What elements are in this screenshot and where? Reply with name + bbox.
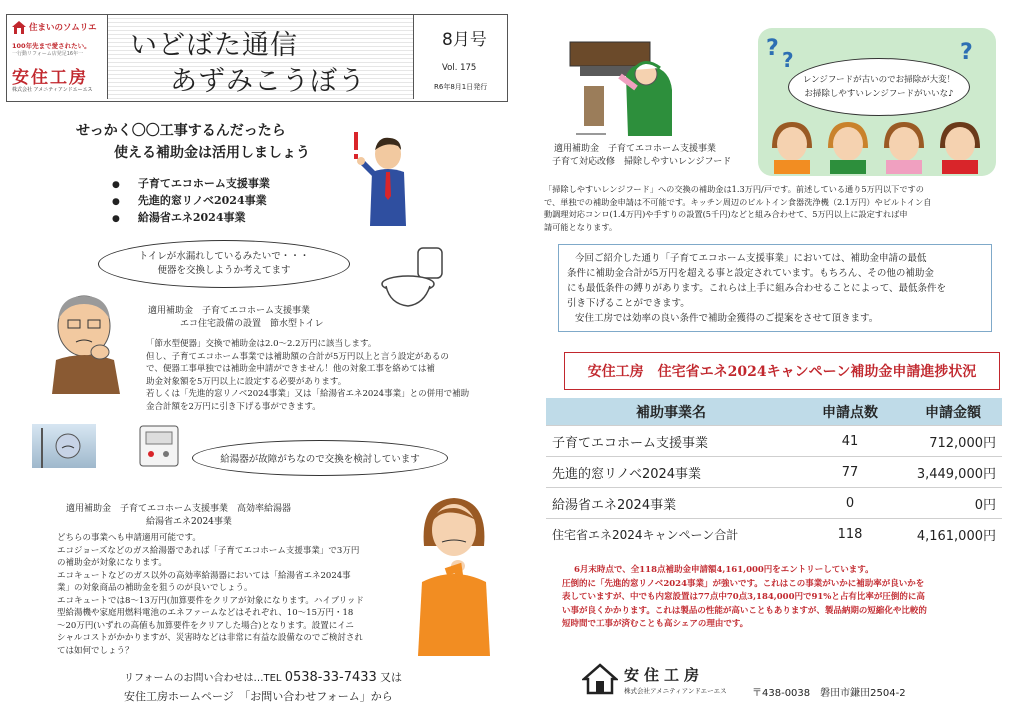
col-header-amount: 申請金額 [904, 398, 1002, 426]
progress-table [546, 398, 1002, 549]
program-list [112, 176, 270, 227]
toilet-bubble-line1: トイレが水漏れしているみたいで・・・ [138, 251, 310, 262]
body-line: エコキュートなどのガス以外の高効率給湯器においては「給湯省エネ2024事 [57, 570, 351, 581]
toilet-illustration [378, 246, 448, 308]
feature-heading-1: せっかく〇〇工事するんだったら [76, 123, 286, 139]
body-line: 金合計額を2万円に引き下げる事ができます。 [146, 401, 321, 412]
body-line: ては如何でしょう？ [57, 645, 134, 656]
brand-sub: 100年先まで愛されたい。 [12, 42, 91, 50]
issue-date: R6年8月1日発行 [434, 83, 488, 91]
footer-address: 〒438-0038 磐田市鎌田2504-2 [752, 688, 906, 699]
thinking-woman-illustration [404, 486, 504, 656]
heater-bubble-text: 給湯器が故障がちなので交換を検討しています [220, 454, 420, 465]
table-header-row [546, 398, 1002, 426]
contact-suffix: 又は [379, 671, 402, 684]
body-line: 請可能となります。 [544, 221, 618, 232]
note-line: 表していますが、中でも内窓設置は77点中70点3,184,000円で91%と占有比率が圧倒的に高 [562, 592, 925, 602]
cell-count: 118 [796, 519, 904, 550]
toilet-thought-bubble [98, 240, 350, 288]
toilet-label-1: 適用補助金 子育てエコホーム支援事業 [148, 306, 311, 316]
rangehood-conversation-panel [758, 28, 996, 176]
brand-sub2: 一行動リフォーム店発足16年一 [12, 51, 84, 57]
phone-number[interactable]: 0538-33-7433 [284, 670, 377, 685]
summary-note-box [558, 244, 992, 332]
col-header-program: 補助事業名 [546, 398, 796, 426]
house-logo-icon [12, 21, 26, 34]
program-item: ● 先進的窓リノベ2024事業 [112, 193, 270, 210]
cleaning-woman-illustration [566, 30, 686, 136]
rangehood-label-2: 子育て対応改修 掃除しやすいレンジフード [552, 157, 732, 167]
water-heater-illustration [136, 424, 182, 468]
body-line: 助金対象額を5万円以上に設定する必要があります。 [146, 376, 347, 387]
program-item: ● 給湯省エネ2024事業 [112, 210, 270, 227]
cell-amount: 3,449,000円 [904, 457, 1002, 488]
question-mark-icon: ? [782, 48, 794, 72]
rangehood-thought-bubble [788, 58, 970, 116]
body-line: 但し、子育てエコホーム事業では補助額の合計が5万円以上と言う設定があるの [146, 351, 449, 362]
issue-vol: Vol. 175 [442, 63, 477, 73]
body-line: の補助金が対象になります。 [57, 558, 167, 568]
masthead [6, 14, 508, 102]
body-line: で、便器工事単独では補助金申請ができません！他の対象工事を絡めては補 [146, 364, 435, 374]
heater-label-2: 給湯省エネ2024事業 [146, 517, 232, 527]
note-line: 安住工房では効率の良い条件で補助金獲得のご提案をさせて頂きます。 [575, 313, 879, 324]
body-line: 業」の対象商品の補助金を狙うのが良いでしょう。 [57, 583, 253, 593]
footer-company: 株式会社アメニティアンドエーエス [624, 687, 727, 695]
house-logo-icon [582, 663, 618, 695]
rangehood-label-1: 適用補助金 子育てエコホーム支援事業 [554, 144, 717, 154]
toilet-body [146, 338, 506, 413]
footer-brand: 安住工房 [624, 666, 705, 684]
progress-title: 安住工房 住宅省エネ2024キャンペーン補助金申請進捗状況 [564, 352, 1000, 390]
women-group-illustration [766, 118, 992, 174]
body-line: 型給湯機や家庭用燃料電池のエネファームなどはそれぞれ、10～15万円・18 [57, 608, 354, 618]
note-line: 6月末時点で、全118点補助金申請額4,161,000円をエントリーしています。 [574, 565, 874, 575]
body-line: どちらの事業へも申請適用可能です。 [57, 533, 201, 543]
body-line: 「節水型便器」交換で補助金は2.0～2.2万円に該当します。 [146, 339, 377, 349]
table-row-total [546, 519, 1002, 550]
toilet-bubble-line2: 便器を交換しようか考えてます [157, 265, 291, 276]
body-line: で、単独での補助金申請は不可能です。キッチン周辺のビルトイン食器洗浄機（2.1万円）やビルトイン自 [544, 196, 932, 207]
contact-line [124, 669, 402, 685]
note-line: 圧倒的に「先進的窓リノベ2024事業」が強いです。これはこの事業がいかに補助率が良いかを [562, 578, 925, 589]
homepage-contact[interactable]: 安住工房ホームページ 「お問い合わせフォーム」から [124, 690, 393, 703]
rangehood-bubble-line2: お掃除しやすいレンジフードがいいな♪ [804, 89, 954, 99]
shivering-person-icon [32, 424, 96, 468]
cell-program: 子育てエコホーム支援事業 [546, 426, 796, 457]
brand-company: 株式会社 アメニティアンドエーエス [12, 87, 93, 93]
contact-prefix: リフォームのお問い合わせは…TEL [124, 673, 282, 684]
worried-man-illustration [44, 290, 136, 396]
body-line: エコジョーズなどのガス給湯器であれば「子育てエコホーム支援事業」で3万円 [57, 545, 360, 556]
cell-program: 先進的窓リノベ2024事業 [546, 457, 796, 488]
rangehood-bubble-line1: レンジフードが古いのでお掃除が大変！ [802, 75, 956, 85]
cell-amount: 712,000円 [904, 426, 1002, 457]
rangehood-body [544, 183, 1004, 233]
note-line: 短時間で工事が済むことも高シェアの理由です。 [562, 619, 749, 629]
cell-program: 給湯省エネ2024事業 [546, 488, 796, 519]
body-line: 動調理対応コンロ(1.4万円)や手すりの設置(5千円)などと組み合わせて、5万円以上に設定すれば申 [544, 209, 908, 219]
heater-program-label [66, 503, 291, 529]
title-line1: いどばた通信 [130, 30, 298, 61]
body-line: ～20万円(いずれの高値も加算要件をクリアした場合)となります。設置にイニ [57, 620, 354, 631]
brand-name: 安住工房 [12, 68, 88, 88]
cell-amount: 4,161,000円 [904, 519, 1002, 550]
body-line: シャルコストがかかりますが、災害時などは非常に有益な設備なのでご検討され [57, 633, 363, 643]
title-line2: あずみこうぼう [170, 66, 366, 97]
progress-note [562, 564, 1002, 632]
note-line: 今回ご紹介した通り「子育てエコホーム支援事業」においては、補助金申請の最低 [575, 253, 927, 264]
question-mark-icon: ? [960, 40, 973, 65]
note-line: 条件に補助金合計が5万円を超える事と設定されています。もちろん、その他の補助金 [567, 268, 934, 279]
table-row [546, 488, 1002, 519]
heater-label-1: 適用補助金 子育てエコホーム支援事業 高効率給湯器 [66, 504, 292, 514]
note-line: い事が良くかかります。これは製品の性能が高いこともありますが、製品納期の短縮化や比較的 [562, 605, 927, 616]
toilet-program-label [148, 305, 324, 331]
issue-box [414, 15, 506, 99]
body-line: 「掃除しやすいレンジフード」への交換の補助金は1.3万円/戸です。前述している通り5万円以下ですの [544, 184, 924, 194]
toilet-label-2: エコ住宅設備の設置 節水型トイレ [180, 319, 324, 329]
body-line: エコキュートでは8～13万円(加算要件をクリアが対象になります。ハイブリッド [57, 595, 364, 606]
newsletter-title-box [108, 15, 414, 99]
issue-month: 8月号 [442, 30, 487, 50]
note-line: にも最低条件の縛りがあります。これらは上手に組み合わせることによって、最低条件を [567, 283, 947, 294]
question-mark-icon: ? [766, 36, 779, 61]
table-row [546, 457, 1002, 488]
brand-tag: 住まいのソムリエ [29, 23, 97, 33]
cell-program: 住宅省エネ2024キャンペーン合計 [546, 519, 796, 550]
heater-body [57, 532, 407, 657]
cell-amount: 0円 [904, 488, 1002, 519]
brand-logo-box [7, 15, 108, 99]
program-item: ● 子育てエコホーム支援事業 [112, 176, 270, 193]
col-header-count: 申請点数 [796, 398, 904, 426]
rangehood-program-label [552, 143, 731, 169]
note-line: 引き下げることができます。 [567, 298, 690, 309]
businessman-illustration [348, 126, 414, 228]
body-line: 若しくは「先進的窓リノベ2024事業」又は「給湯省エネ2024事業」との併用で補助 [146, 389, 470, 399]
cell-count: 41 [796, 426, 904, 457]
heater-thought-bubble [192, 440, 448, 476]
table-row [546, 426, 1002, 457]
cell-count: 0 [796, 488, 904, 519]
cell-count: 77 [796, 457, 904, 488]
shower-photo [32, 424, 96, 468]
feature-heading-2: 使える補助金は活用しましょう [114, 145, 310, 161]
